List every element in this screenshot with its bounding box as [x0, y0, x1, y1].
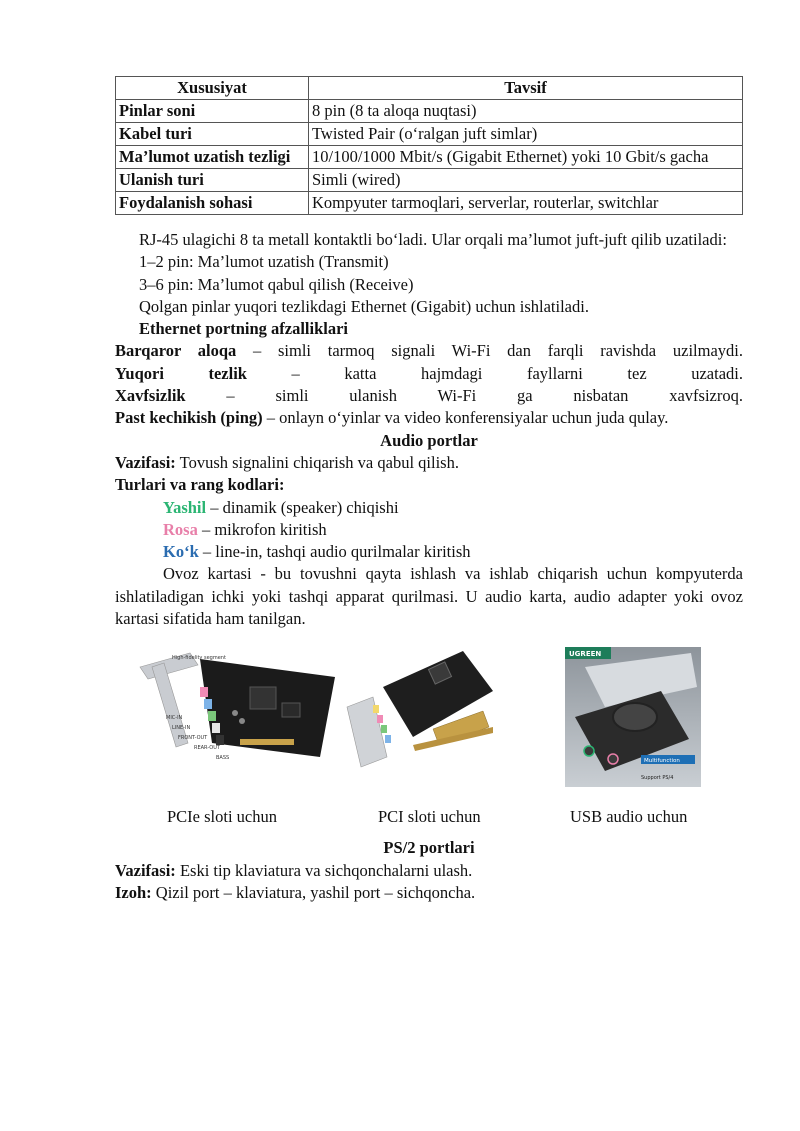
sound-card-figures	[115, 647, 743, 837]
advantages-heading: Ethernet portning afzalliklari	[139, 319, 348, 339]
rj45-pin-1-2: 1–2 pin: Ma’lumot uzatish (Transmit)	[139, 252, 389, 272]
advantage-item: Barqaror aloqa – simli tarmoq signali Wi-Fi dan farqli ravishda uzilmaydi.	[115, 341, 743, 361]
advantage-term: Yuqori tezlik	[115, 363, 247, 383]
table-row	[116, 192, 743, 215]
table-header-row	[116, 77, 743, 100]
pcie-label-hifi: High-fidelity segment	[172, 655, 226, 662]
advantage-term: Barqaror aloqa	[115, 341, 237, 361]
table-value-cell: 8 pin (8 ta aloqa nuqtasi)	[309, 100, 743, 123]
audio-purpose: Vazifasi: Tovush signalini chiqarish va qabul qilish.	[115, 452, 459, 472]
pcie-label-mic: MIC-IN	[166, 715, 183, 722]
table-value-cell: Twisted Pair (o‘ralgan juft simlar)	[309, 123, 743, 146]
pcie-label-front-out: FRONT-OUT	[178, 735, 208, 742]
audio-color-blue: Ko‘k – line-in, tashqi audio qurilmalar kiritish	[163, 542, 471, 562]
rj45-intro: RJ-45 ulagichi 8 ta metall kontaktli bo‘ladi. Ular orqali ma’lumot juft-juft qilib uzatiladi:	[139, 230, 727, 249]
table-header-cell: Tavsif	[309, 77, 743, 100]
table-key-cell: Kabel turi	[116, 123, 309, 146]
spec-table	[115, 76, 743, 215]
advantage-term: Xavfsizlik	[115, 386, 186, 406]
usb-audio-adapter-image	[565, 647, 701, 787]
table-row	[116, 100, 743, 123]
audio-color-pink: Rosa – mikrofon kiritish	[163, 519, 327, 539]
usb-badge-text-2: Support PS/4	[641, 775, 674, 782]
advantage-item: Xavfsizlik – simli ulanish Wi-Fi ga nisbatan xavfsizroq.	[115, 386, 743, 406]
rj45-pin-3-6: 3–6 pin: Ma’lumot qabul qilish (Receive)	[139, 274, 414, 294]
rj45-other-pins: Qolgan pinlar yuqori tezlikdagi Ethernet (Gigabit) uchun ishlatiladi.	[139, 296, 589, 316]
pcie-sound-card-image	[130, 647, 355, 782]
caption-pci: PCI sloti uchun	[378, 807, 481, 827]
document-page	[115, 76, 743, 904]
usb-badge-text: Multifunction	[644, 758, 680, 765]
caption-pcie: PCIe sloti uchun	[167, 807, 277, 827]
audio-heading: Audio portlar	[380, 430, 478, 450]
table-header-cell: Xususiyat	[116, 77, 309, 100]
table-value-cell: Simli (wired)	[309, 169, 743, 192]
table-key-cell: Ulanish turi	[116, 169, 309, 192]
table-row	[116, 146, 743, 169]
ps2-heading: PS/2 portlari	[383, 838, 475, 858]
table-value-cell: Kompyuter tarmoqlari, serverlar, routerlar, switchlar	[309, 192, 743, 215]
pcie-label-bass: BASS	[216, 755, 230, 762]
table-row	[116, 169, 743, 192]
advantage-item: Yuqori tezlik – katta hajmdagi fayllarni tez uzatadi.	[115, 363, 743, 383]
caption-usb: USB audio uchun	[570, 807, 688, 827]
usb-brand-logo: UGREEN	[569, 650, 602, 659]
advantage-term: Past kechikish (ping)	[115, 408, 263, 428]
audio-color-green: Yashil – dinamik (speaker) chiqishi	[163, 497, 399, 517]
table-row	[116, 123, 743, 146]
table-value-cell: 10/100/1000 Mbit/s (Gigabit Ethernet) yoki 10 Gbit/s gacha	[309, 146, 743, 169]
pci-sound-card-image	[343, 647, 503, 782]
ps2-purpose: Vazifasi: Eski tip klaviatura va sichqonchalarni ulash.	[115, 860, 473, 880]
ps2-note: Izoh: Qizil port – klaviatura, yashil port – sichqoncha.	[115, 882, 476, 902]
table-key-cell: Ma’lumot uzatish tezligi	[116, 146, 309, 169]
pcie-label-line-in: LINE-IN	[172, 725, 191, 732]
table-key-cell: Pinlar soni	[116, 100, 309, 123]
pcie-label-rear-out: REAR-OUT	[194, 745, 220, 752]
audio-types-label: Turlari va rang kodlari:	[115, 475, 285, 495]
audio-description: Ovoz kartasi - bu tovushni qayta ishlash va ishlab chiqarish uchun kompyuterda ishlatiladigan ichki yoki tashqi apparat qurilmasi. U audio karta, audio adapter yoki ovoz kartasi sifatida ham tanilgan.	[115, 564, 743, 629]
advantage-item: Past kechikish (ping) – onlayn o‘yinlar va video konferensiyalar uchun juda qulay.	[115, 408, 669, 428]
table-key-cell: Foydalanish sohasi	[116, 192, 309, 215]
